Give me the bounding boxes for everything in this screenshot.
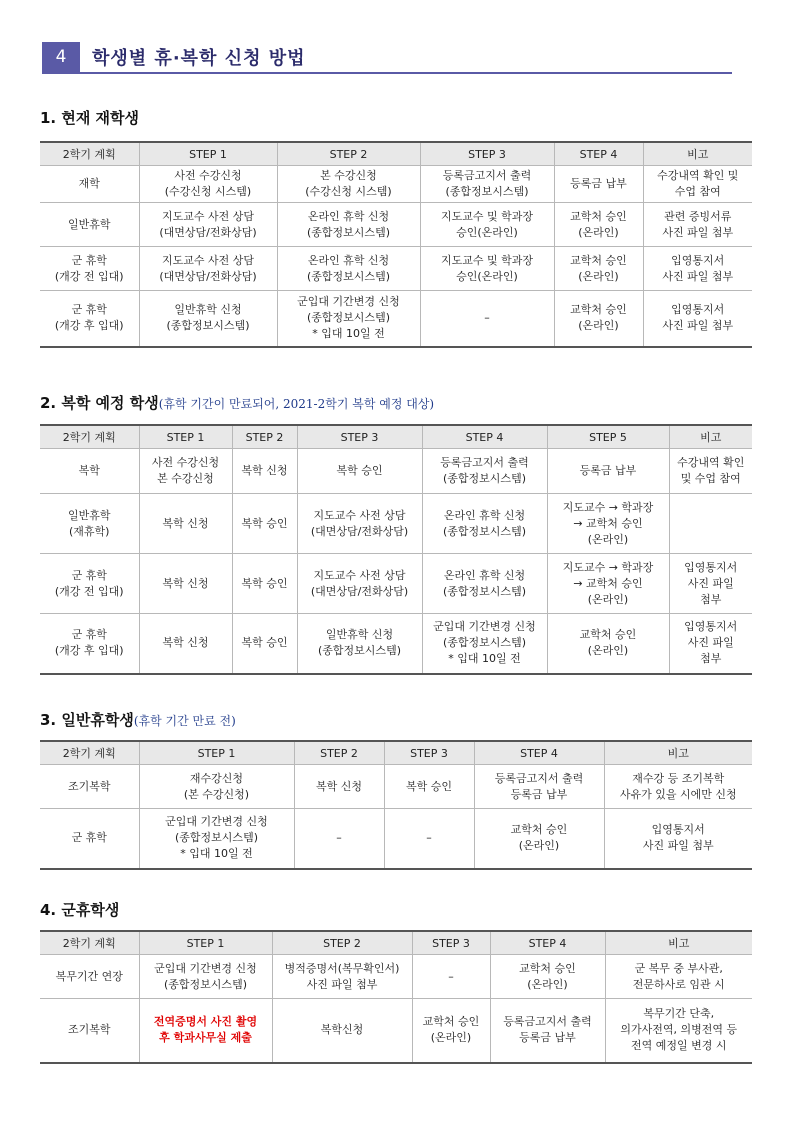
column-header: 비고 (643, 142, 752, 166)
cell-text: 입영통지서 사진 파일 첨부 (684, 620, 738, 666)
cell-text: 일반휴학 신청 (종합정보시스템) (318, 628, 401, 658)
table-cell (139, 765, 294, 809)
table-cell (420, 247, 554, 291)
table-cell (412, 955, 490, 999)
cell-text: 군입대 기간변경 신청 (종합정보시스템) * 입대 10일 전 (297, 295, 400, 341)
column-header: 비고 (669, 425, 752, 449)
row-label-cell (40, 765, 139, 809)
cell-text: 등록금고지서 출력 등록금 납부 (494, 771, 584, 801)
cell-text: 교학처 승인 (온라인) (422, 1015, 480, 1045)
row-label-cell (40, 554, 139, 614)
table-cell (139, 494, 232, 554)
cell-text: – (426, 831, 432, 845)
table-cell (669, 554, 752, 614)
table-cell (139, 449, 232, 494)
table-cell (272, 999, 412, 1063)
cell-text: 사전 수강신청 (수강신청 시스템) (164, 169, 252, 198)
table-cell (139, 166, 277, 203)
table-cell (294, 809, 384, 869)
plan-table (40, 930, 752, 1064)
cell-text: 복무기간 단축, 의가사전역, 의병전역 등 전역 예정일 변경 시 (620, 1007, 738, 1053)
table-cell (643, 166, 752, 203)
cell-text: 등록금 납부 (579, 464, 637, 477)
table-row (40, 999, 752, 1063)
table-row (40, 166, 752, 203)
table-cell (422, 554, 547, 614)
table-row (40, 494, 752, 554)
table-cell (490, 955, 605, 999)
table-cell (277, 247, 420, 291)
cell-text: 재학 (78, 177, 100, 190)
section-title: 2. 복학 예정 학생 (40, 394, 159, 412)
table-cell (384, 765, 474, 809)
cell-text: 지도교수 사전 상담 (대면상담/전화상담) (159, 253, 257, 283)
cell-text: 군 휴학 (71, 831, 107, 845)
cell-text: 지도교수 및 학과장 승인(온라인) (440, 253, 533, 283)
section-subtitle: (휴학 기간 만료 전) (133, 714, 236, 728)
cell-text: 지도교수 및 학과장 승인(온라인) (440, 209, 533, 239)
table-row (40, 291, 752, 347)
cell-text: 입영통지서 사진 파일 첨부 (662, 253, 734, 283)
cell-text: 복학 신청 (241, 464, 288, 477)
row-label-cell (40, 494, 139, 554)
cell-text: 교학처 승인 (온라인) (570, 209, 627, 239)
table-cell (474, 809, 604, 869)
table-cell (139, 614, 232, 674)
row-label-cell (40, 614, 139, 674)
column-header: STEP 2 (294, 741, 384, 765)
cell-text: 군입대 기간변경 신청 (종합정보시스템) (154, 961, 257, 991)
table-cell (605, 999, 752, 1063)
table-cell (669, 614, 752, 674)
table-cell (420, 291, 554, 347)
column-header: STEP 2 (232, 425, 297, 449)
column-header: 2학기 계획 (40, 931, 139, 955)
plan-table (40, 424, 752, 675)
table-cell (232, 554, 297, 614)
cell-text: 군 휴학 (개강 전 입대) (54, 568, 124, 598)
cell-text: 지도교수 → 학과장 → 교학처 승인 (온라인) (562, 500, 654, 546)
column-header: 2학기 계획 (40, 741, 139, 765)
column-header: 비고 (604, 741, 752, 765)
cell-text: 본 수강신청 (수강신청 시스템) (305, 169, 392, 198)
cell-text: 군입대 기간변경 신청 (종합정보시스템) * 입대 10일 전 (433, 620, 536, 666)
cell-text: – (484, 311, 490, 325)
cell-text: 교학처 승인 (온라인) (510, 823, 568, 853)
cell-text: – (336, 831, 342, 845)
cell-text: 지도교수 사전 상담 (대면상담/전화상담) (310, 508, 409, 538)
cell-text: 군 휴학 (개강 후 입대) (54, 628, 124, 658)
cell-text: 교학처 승인 (온라인) (570, 253, 627, 283)
column-header: STEP 1 (139, 931, 272, 955)
column-header: 2학기 계획 (40, 142, 139, 166)
page-header (42, 42, 732, 74)
table-row (40, 809, 752, 869)
table-cell (139, 554, 232, 614)
column-header: STEP 4 (474, 741, 604, 765)
cell-text: 일반휴학 (재휴학) (67, 508, 111, 538)
cell-text: 재수강 등 조기복학 사유가 있을 시에만 신청 (619, 771, 737, 801)
column-header: STEP 1 (139, 741, 294, 765)
row-label-cell (40, 203, 139, 247)
cell-text: 입영통지서 사진 파일 첨부 (642, 823, 714, 853)
cell-text: 입영통지서 사진 파일 첨부 (684, 560, 738, 606)
table-cell (643, 291, 752, 347)
cell-text: – (448, 969, 454, 983)
row-label-cell (40, 247, 139, 291)
plan-table (40, 141, 752, 348)
column-header: STEP 4 (554, 142, 643, 166)
cell-text: 온라인 휴학 신청 (종합정보시스템) (443, 508, 526, 538)
table-cell (554, 247, 643, 291)
column-header: STEP 3 (420, 142, 554, 166)
cell-text: 복학 (78, 464, 100, 477)
cell-text: 복학 신청 (315, 779, 362, 793)
table-cell (420, 166, 554, 203)
row-label-cell (40, 809, 139, 869)
table-cell (232, 614, 297, 674)
section-title: 3. 일반휴학생 (40, 711, 134, 729)
table-cell (547, 494, 669, 554)
cell-text: 복학 승인 (241, 516, 288, 530)
table-cell (297, 494, 422, 554)
table-row (40, 554, 752, 614)
table-cell (139, 955, 272, 999)
cell-text: 교학처 승인 (온라인) (570, 303, 627, 333)
table-row (40, 449, 752, 494)
cell-text: 온라인 휴학 신청 (종합정보시스템) (307, 209, 390, 239)
column-header: STEP 2 (277, 142, 420, 166)
cell-text: 조기복학 (67, 779, 111, 793)
table-cell (139, 291, 277, 347)
column-header: STEP 4 (490, 931, 605, 955)
table-cell (297, 614, 422, 674)
table-cell (643, 247, 752, 291)
table-cell (604, 765, 752, 809)
cell-text: 조기복학 (67, 1023, 111, 1037)
cell-text: 군 복무 중 부사관, 전문하사로 임관 시 (632, 961, 725, 991)
cell-text: 관련 증빙서류 사진 파일 첨부 (662, 209, 734, 239)
cell-text: 등록금 납부 (570, 177, 627, 190)
cell-text: 전역증명서 사진 촬영 후 학과사무실 제출 (153, 1015, 258, 1045)
column-header: STEP 5 (547, 425, 669, 449)
row-label-cell (40, 955, 139, 999)
table-cell (420, 203, 554, 247)
section-subtitle: (휴학 기간이 만료되어, 2021-2학기 복학 예정 대상) (158, 397, 435, 411)
cell-text: 재수강신청 (본 수강신청) (183, 771, 250, 801)
cell-text: 지도교수 → 학과장 → 교학처 승인 (온라인) (562, 560, 654, 606)
row-label-cell (40, 999, 139, 1063)
cell-text: 복학 신청 (162, 576, 209, 590)
table-cell (277, 203, 420, 247)
table-cell (604, 809, 752, 869)
cell-text: 복학 신청 (162, 516, 209, 530)
table-cell (547, 554, 669, 614)
table-cell (490, 999, 605, 1063)
table-cell (232, 494, 297, 554)
cell-text: 복학 승인 (336, 464, 383, 477)
table-cell (139, 203, 277, 247)
cell-text: 복학 승인 (241, 636, 288, 650)
table-cell (272, 955, 412, 999)
cell-text: 복학신청 (320, 1023, 364, 1037)
cell-text: 온라인 휴학 신청 (종합정보시스템) (307, 253, 390, 283)
table-cell (422, 614, 547, 674)
section-title: 4. 군휴학생 (40, 901, 120, 919)
table-cell (547, 449, 669, 494)
column-header: STEP 1 (139, 425, 232, 449)
cell-text: 군 휴학 (개강 후 입대) (54, 303, 124, 333)
column-header: STEP 3 (412, 931, 490, 955)
section-number-badge: 4 (42, 42, 80, 72)
cell-text: 등록금고지서 출력 (종합정보시스템) (440, 456, 529, 485)
table-cell (139, 809, 294, 869)
cell-text: 복학 승인 (405, 779, 452, 793)
table-row (40, 203, 752, 247)
page-title: 학생별 휴·복학 신청 방법 (92, 48, 306, 69)
table-cell (297, 554, 422, 614)
table-cell (554, 166, 643, 203)
table-cell (669, 449, 752, 494)
column-header: 비고 (605, 931, 752, 955)
cell-text: 일반휴학 신청 (종합정보시스템) (166, 303, 250, 333)
cell-text: 입영통지서 사진 파일 첨부 (662, 303, 734, 333)
table-row (40, 614, 752, 674)
section-leave-students (40, 708, 752, 870)
table-cell (547, 614, 669, 674)
cell-text: 사전 수강신청 본 수강신청 (151, 456, 220, 485)
row-label-cell (40, 166, 139, 203)
table-cell (277, 291, 420, 347)
table-cell (139, 247, 277, 291)
table-cell (643, 203, 752, 247)
cell-text: 지도교수 사전 상담 (대면상담/전화상담) (310, 568, 409, 598)
cell-text: 교학처 승인 (온라인) (579, 628, 637, 658)
table-cell (669, 494, 752, 554)
cell-text: 복학 승인 (241, 576, 288, 590)
cell-text: 교학처 승인 (온라인) (519, 961, 576, 991)
table-cell (232, 449, 297, 494)
cell-text: 지도교수 사전 상담 (대면상담/전화상담) (159, 209, 257, 239)
row-label-cell (40, 449, 139, 494)
column-header: STEP 3 (384, 741, 474, 765)
cell-text: 수강내역 확인 및 수업 참여 (657, 169, 739, 198)
cell-text: 복학 신청 (162, 636, 209, 650)
cell-text: 군 휴학 (개강 전 입대) (54, 253, 124, 283)
table-cell (384, 809, 474, 869)
cell-text: 온라인 휴학 신청 (종합정보시스템) (443, 568, 526, 598)
table-cell (297, 449, 422, 494)
table-row (40, 247, 752, 291)
column-header: STEP 3 (297, 425, 422, 449)
row-label-cell (40, 291, 139, 347)
cell-text: 등록금고지서 출력 등록금 납부 (503, 1015, 592, 1045)
column-header: STEP 4 (422, 425, 547, 449)
table-cell (554, 291, 643, 347)
cell-text: 등록금고지서 출력 (종합정보시스템) (442, 169, 532, 198)
table-row (40, 955, 752, 999)
cell-text: 군입대 기간변경 신청 (종합정보시스템) * 입대 10일 전 (165, 815, 268, 861)
table-cell (422, 494, 547, 554)
header-rule (42, 72, 732, 74)
table-cell (474, 765, 604, 809)
plan-table (40, 740, 752, 870)
section-title: 1. 현재 재학생 (40, 109, 140, 127)
table-cell (605, 955, 752, 999)
table-row (40, 765, 752, 809)
table-cell (277, 166, 420, 203)
table-cell (412, 999, 490, 1063)
column-header: 2학기 계획 (40, 425, 139, 449)
table-cell (422, 449, 547, 494)
table-cell (139, 999, 272, 1063)
section-current-students (40, 106, 752, 348)
table-cell (554, 203, 643, 247)
cell-text: 병적증명서(복무확인서) 사진 파일 첨부 (284, 961, 400, 991)
cell-text: 수강내역 확인 및 수업 참여 (677, 456, 745, 485)
section-military-leave-students (40, 898, 752, 1064)
cell-text: 복무기간 연장 (55, 969, 123, 983)
column-header: STEP 2 (272, 931, 412, 955)
cell-text: 일반휴학 (67, 217, 111, 231)
column-header: STEP 1 (139, 142, 277, 166)
section-returning-students (40, 391, 752, 675)
table-cell (294, 765, 384, 809)
